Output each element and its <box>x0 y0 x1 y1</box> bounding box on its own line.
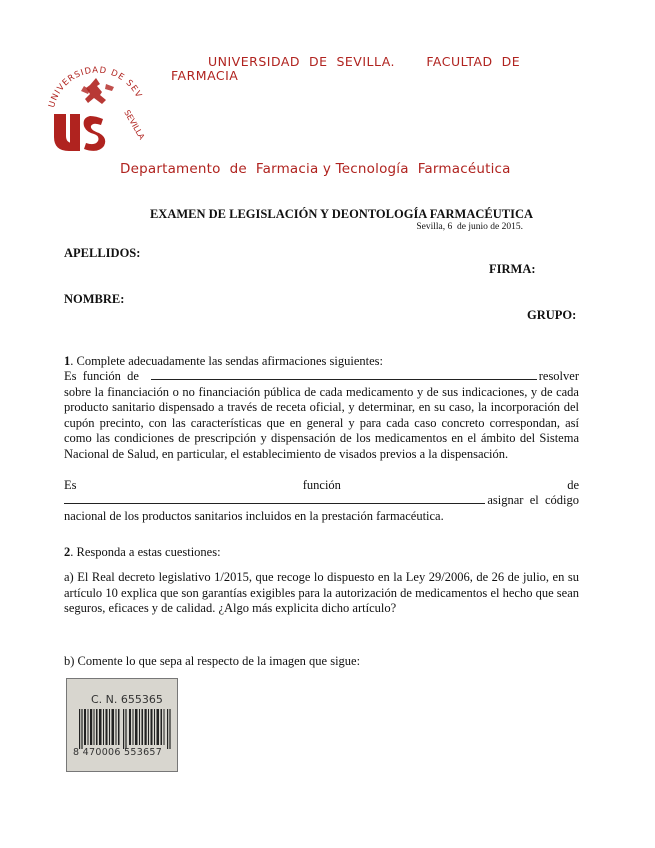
question-1a-end: resolver <box>538 369 579 383</box>
svg-text:UNIVERSIDAD DE SEVILLA <box>40 56 144 109</box>
question-1b-word1: Es <box>64 478 77 492</box>
department-name: Departamento de Farmacia y Tecnología Farmacéutica <box>120 161 511 177</box>
question-1b-body: nacional de los productos sanitarios incluidos en la prestación farmacéutica. <box>64 509 444 523</box>
barcode-label: C. N. 655365 <box>91 693 163 706</box>
question-2-number: 2 <box>64 545 71 559</box>
question-1-prompt-text: . Complete adecuadamente las sendas afirmaciones siguientes: <box>70 354 383 368</box>
question-2a-text: a) El Real decreto legislativo 1/2015, que recoge lo dispuesto en la Ley 29/2006, de 26 de julio, en su artículo 10 explica que son garantías exigibles para la autorización de medicamentos el hecho que sean seguros, eficaces y de calidad. ¿Algo más explicita dicho artículo? <box>64 570 579 616</box>
exam-title: EXAMEN DE LEGISLACIÓN Y DEONTOLOGÍA FARMACÉUTICA <box>149 207 534 221</box>
firma-label: FIRMA: <box>489 262 536 276</box>
answer-blank-1a[interactable] <box>151 369 537 380</box>
university-header-line2: FARMACIA <box>171 68 239 83</box>
question-1a-body: sobre la financiación o no financiación pública de cada medicamento y de sus indicaciones, y de cada producto sanitario dispensado a través de receta oficial, y determinar, en su caso, la incorporación del cupón precinto, con las características que en general y para cada caso concreto correspondan, así como las condiciones de prescripción y dispensación de los medicamentos en el ámbito del Sistema Nacional de Salud, en particular, el establecimiento de visados previos a la dispensación. <box>64 384 579 461</box>
barcode-digits: 8 470006 553657 <box>73 747 163 758</box>
question-1b-words <box>64 478 579 494</box>
answer-blank-1b[interactable] <box>64 493 485 504</box>
nombre-label: NOMBRE: <box>64 292 125 306</box>
grupo-label: GRUPO: <box>527 308 577 322</box>
svg-text:SEVILLA: SEVILLA <box>122 108 147 142</box>
question-1-number: 1 <box>64 354 71 368</box>
university-logo <box>40 56 152 152</box>
university-header-line1: UNIVERSIDAD DE SEVILLA. FACULTAD DE <box>208 54 521 69</box>
question-1b-word3: de <box>567 478 579 492</box>
exam-date: Sevilla, 6 de junio de 2015. <box>416 222 523 232</box>
question-1b-word2: función <box>302 478 341 492</box>
barcode-bars <box>79 709 171 749</box>
apellidos-label: APELLIDOS: <box>64 246 141 260</box>
barcode-image <box>66 678 178 772</box>
question-2b-text: b) Comente lo que sepa al respecto de la imagen que sigue: <box>64 654 361 668</box>
question-1-prompt <box>64 354 579 370</box>
question-2-prompt <box>64 545 579 561</box>
question-1a-start: Es función de <box>64 369 139 383</box>
logo-text: UNIVERSIDAD DE SEV <box>47 65 144 109</box>
question-2-prompt-text: . Responda a estas cuestiones: <box>70 545 221 559</box>
question-1b-end: asignar el código <box>487 493 579 507</box>
question-1a-fill-line <box>64 369 579 385</box>
question-1b-fill-line <box>64 493 579 509</box>
